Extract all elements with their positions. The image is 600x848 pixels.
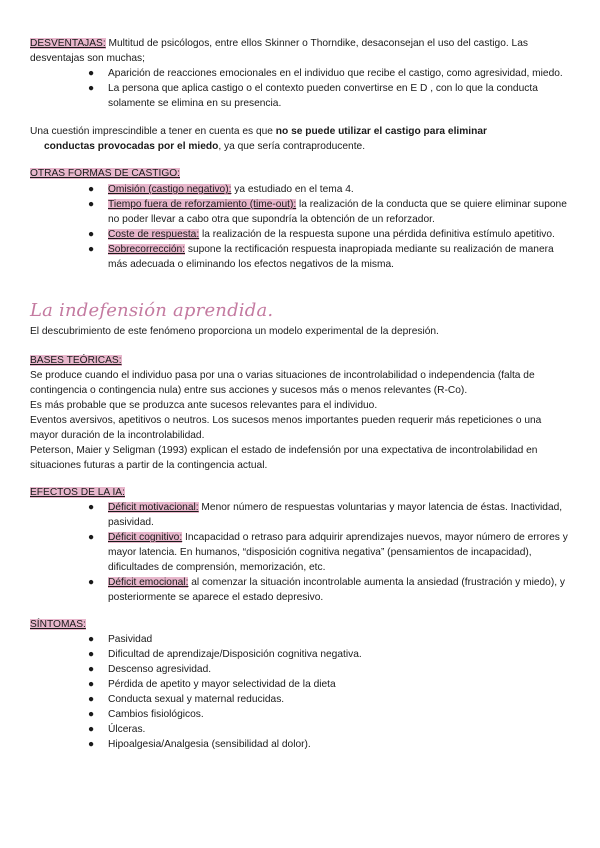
bullet-icon: ● <box>88 724 95 735</box>
desventajas-text: Multitud de psicólogos, entre ellos Skinner o Thorndike, desaconsejan el uso del castigo. Las desventajas son muchas; <box>30 38 528 64</box>
bases-heading <box>30 353 572 368</box>
list-item: ● Descenso agresividad. <box>88 664 212 675</box>
list-item: ● Déficit emocional: al comenzar la situación incontrolable aumenta la ansiedad (frustración y miedo), y posteriormente se aparece el estado depresivo. <box>88 577 565 603</box>
section-title: La indefensión aprendida. <box>30 300 274 321</box>
efectos-list <box>88 500 574 605</box>
list-item: ● Déficit cognitivo: Incapacidad o retraso para adquirir aprendizajes nuevos, mayor número de errores y mayor latencia. En humanos, “disposición cognitiva negativa” (pensamientos de incapacidad), dificultades de comprensión, memorización, etc. <box>88 532 568 573</box>
list-item: ● Tiempo fuera de reforzamiento (time-out): la realización de la conducta que se quiere eliminar supone no poder llevar a cabo otra que supondría la obtención de un reforzador. <box>88 199 567 225</box>
list-item: ● Aparición de reacciones emocionales en el individuo que recibe el castigo, como agresividad, miedo. <box>88 68 563 79</box>
efectos-heading <box>30 485 572 500</box>
bullet-icon: ● <box>88 664 95 675</box>
bullet-icon: ● <box>88 68 95 79</box>
desventajas-conclusion: Una cuestión imprescindible a tener en cuenta es que no se puede utilizar el castigo para eliminar conductas provocadas por el miedo, ya que sería contraproducente. <box>30 126 487 152</box>
list-item: ● Hipoalgesia/Analgesia (sensibilidad al dolor). <box>88 739 311 750</box>
bases-p2: Es más probable que se produzca ante sucesos relevantes para el individuo. <box>30 400 378 411</box>
list-item: ● Coste de respuesta: la realización de la respuesta supone una pérdida definitiva estímulo apetitivo. <box>88 229 555 240</box>
list-item: ● La persona que aplica castigo o el contexto pueden convertirse en E D , con lo que la conducta solamente se elimina en su presencia. <box>88 83 538 109</box>
desventajas-list <box>88 66 574 111</box>
bullet-icon: ● <box>88 694 95 705</box>
list-item: ● Pérdida de apetito y mayor selectividad de la dieta <box>88 679 336 690</box>
bullet-icon: ● <box>88 709 95 720</box>
sintomas-list <box>88 632 574 752</box>
otras-heading <box>30 166 572 181</box>
list-item: ● Sobrecorrección: supone la rectificación respuesta inapropiada mediante su realización de manera más adecuada o eliminando los efectos negativos de la misma. <box>88 244 554 270</box>
bullet-icon: ● <box>88 532 95 543</box>
list-item: ● Pasividad <box>88 634 153 645</box>
list-item: ● Conducta sexual y maternal reducidas. <box>88 694 285 705</box>
otras-label: OTRAS FORMAS DE CASTIGO: <box>30 168 180 179</box>
list-item: ● Omisión (castigo negativo): ya estudiado en el tema 4. <box>88 184 354 195</box>
list-item: ● Déficit motivacional: Menor número de respuestas voluntarias y mayor latencia de éstas. Inactividad, pasividad. <box>88 502 563 528</box>
sintomas-label: SÍNTOMAS: <box>30 619 86 630</box>
list-item: ● Cambios fisiológicos. <box>88 709 204 720</box>
bases-p3: Eventos aversivos, apetitivos o neutros. Los sucesos menos importantes pueden requerir más repeticiones o una mayor duración de la incontrolabilidad. <box>30 415 542 441</box>
bullet-icon: ● <box>88 739 95 750</box>
bases-p4: Peterson, Maier y Seligman (1993) explican el estado de indefensión por una expectativa de incontrolabilidad en situaciones futuras a partir de la contingencia actual. <box>30 445 538 471</box>
list-item: ● Dificultad de aprendizaje/Disposición cognitiva negativa. <box>88 649 362 660</box>
bullet-icon: ● <box>88 649 95 660</box>
bullet-icon: ● <box>88 229 95 240</box>
bullet-icon: ● <box>88 577 95 588</box>
otras-list <box>88 182 574 272</box>
bullet-icon: ● <box>88 679 95 690</box>
bullet-icon: ● <box>88 83 95 94</box>
intro-paragraph: El descubrimiento de este fenómeno proporciona un modelo experimental de la depresión. <box>30 326 439 337</box>
desventajas-label: DESVENTAJAS: <box>30 38 106 49</box>
efectos-label: EFECTOS DE LA IA: <box>30 487 125 498</box>
bullet-icon: ● <box>88 502 95 513</box>
bases-p1: Se produce cuando el individuo pasa por una o varias situaciones de incontrolabilidad o independencia (falta de contingencia o contingencia nula) entre sus acciones y sucesos más o menos relevantes (R-Co). <box>30 370 535 396</box>
bullet-icon: ● <box>88 634 95 645</box>
list-item: ● Úlceras. <box>88 724 146 735</box>
bases-label: BASES TEÓRICAS: <box>30 355 122 366</box>
bullet-icon: ● <box>88 244 95 255</box>
sintomas-heading <box>30 617 572 632</box>
bullet-icon: ● <box>88 199 95 210</box>
bullet-icon: ● <box>88 184 95 195</box>
desventajas-paragraph <box>30 36 572 66</box>
